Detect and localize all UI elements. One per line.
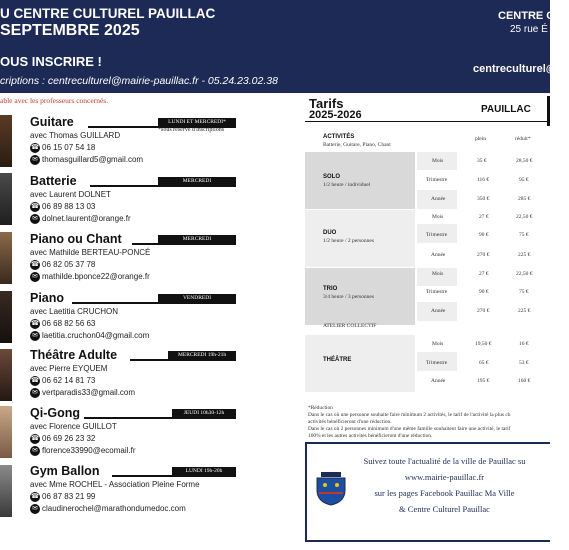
phone-number[interactable]: 06 68 82 56 63: [42, 319, 96, 328]
schedule-tag: MERCREDI: [158, 235, 236, 243]
footnote-line: 100% et les autres activités bénéficieront d'une réduction.: [308, 433, 433, 439]
activity-photo: [0, 232, 12, 284]
period: Mois: [432, 158, 444, 164]
phone-icon: ☎: [30, 144, 40, 151]
info-line: & Centre Culturel Pauillac: [399, 504, 490, 514]
email-address[interactable]: vertparadis33@gmail.com: [42, 388, 136, 397]
price-plein: 90 €: [479, 289, 489, 295]
teacher-name: avec Mathilde BERTEAU-PONCÉ: [30, 248, 151, 257]
tarifs-city: PAUILLAC: [481, 104, 531, 115]
activity-photo: [0, 465, 12, 517]
price-reduit: 160 €: [518, 378, 531, 384]
price-reduit: 22,50 €: [516, 271, 533, 277]
email-address[interactable]: claudinerochel@marathondumedoc.com: [42, 504, 186, 513]
activity-name: Théâtre Adulte: [30, 348, 118, 362]
col-plein: plein: [475, 136, 486, 142]
period: Mois: [432, 271, 444, 277]
schedule-tag: VENDREDI: [158, 294, 236, 302]
phone-number[interactable]: 06 87 83 21 99: [42, 492, 96, 501]
price-plein: 90 €: [479, 232, 489, 238]
email-icon: ✉: [30, 214, 40, 224]
price-reduit: 75 €: [519, 289, 529, 295]
phone-number[interactable]: 06 69 26 23 32: [42, 434, 96, 443]
activites-label: ACTIVITÉS: [323, 134, 355, 140]
teacher-name: avec Laurent DOLNET: [30, 190, 111, 199]
email-icon: ✉: [30, 331, 40, 341]
price-plein: 270 €: [477, 308, 490, 314]
activity-name: Batterie: [30, 174, 77, 188]
email-icon: ✉: [30, 272, 40, 282]
schedule-tag: LUNDI ET MERCREDI*: [158, 118, 236, 126]
period: Mois: [432, 214, 444, 220]
email-address[interactable]: laetitia.cruchon04@gmail.com: [42, 331, 150, 340]
tarifs-season: 2025-2026: [309, 109, 362, 121]
group-bg: [305, 152, 415, 209]
price-reduit: 22,50 €: [516, 214, 533, 220]
price-reduit: 285 €: [518, 196, 531, 202]
group-bg: [305, 335, 415, 392]
price-plein: 350 €: [477, 196, 490, 202]
period: Trimestre: [426, 177, 448, 183]
activity-photo: [0, 349, 12, 401]
period: Mois: [432, 341, 444, 347]
price-reduit: 75 €: [519, 232, 529, 238]
teacher-name: avec Laetitia CRUCHON: [30, 307, 119, 316]
period: Trimestre: [426, 232, 448, 238]
atelier-label: ATELIER COLLECTIF: [323, 323, 377, 329]
email-icon: ✉: [30, 504, 40, 514]
phone-icon: ☎: [30, 203, 40, 210]
header-right-email[interactable]: centreculturel@: [473, 63, 557, 75]
email-address[interactable]: dolnet.laurent@orange.fr: [42, 214, 131, 223]
activity-name: Piano ou Chant: [30, 232, 122, 246]
header-title: U CENTRE CULTUREL PAUILLAC: [0, 6, 216, 21]
header-right-address: 25 rue É: [510, 24, 548, 35]
teacher-name: avec Pierre EYQUEM: [30, 364, 108, 373]
divider: [130, 359, 236, 361]
header-banner: [0, 0, 569, 93]
phone-number[interactable]: 06 15 07 54 18: [42, 143, 96, 152]
price-reduit: 53 €: [519, 360, 529, 366]
schedule-tag: JEUDI 10h30-12h: [172, 409, 236, 417]
price-plein: 65 €: [479, 360, 489, 366]
period: Trimestre: [426, 360, 448, 366]
email-address[interactable]: florence33990@ecomail.fr: [42, 446, 136, 455]
price-plein: 27 €: [479, 271, 489, 277]
tarifs-table: [305, 96, 550, 398]
footnote-line: activités bénéficieront d'une réduction.: [308, 419, 392, 425]
group-sub: 1/2 heure / 2 personnes: [323, 238, 375, 244]
activity-photo: [0, 173, 12, 225]
price-reduit: 28,50 €: [516, 158, 533, 164]
activity-photo: [0, 406, 12, 458]
header-contact: criptions : centreculturel@mairie-pauillac.fr - 05.24.23.02.38: [0, 75, 278, 87]
group-name: TRIO: [323, 286, 338, 292]
website-link[interactable]: www.mairie-pauillac.fr: [404, 472, 485, 482]
period: Année: [431, 252, 446, 258]
activites-sub: Batterie, Guitare, Piano, Chant: [323, 142, 391, 148]
activity-name: Piano: [30, 291, 65, 305]
teacher-name: avec Thomas GUILLARD: [30, 131, 121, 140]
period: Année: [431, 378, 446, 384]
price-plein: 270 €: [477, 252, 490, 258]
price-plein: 19,50 €: [475, 341, 492, 347]
schedule-tag: MERCREDI 19h-21h: [168, 351, 236, 359]
schedule-tag: MERCREDI: [158, 177, 236, 185]
group-name: SOLO: [323, 174, 341, 180]
info-line: sur les pages Facebook Pauillac Ma Ville: [374, 488, 515, 498]
phone-number[interactable]: 06 89 88 13 03: [42, 202, 96, 211]
tarifs-title: Tarifs: [309, 96, 344, 111]
divider: [132, 243, 236, 245]
footnote-line: Dans le cas où une personne souhaite faire minimum 2 activités, le tarif de l'activité la plus ch: [308, 412, 511, 418]
tarifs-edge: [547, 96, 550, 126]
teacher-name: avec Mme ROCHEL - Association Pleine Forme: [30, 480, 200, 489]
activity-name: Qi-Gong: [30, 406, 80, 420]
activity-photo: [0, 115, 12, 167]
info-line: Suivez toute l'actualité de la ville de Pauillac su: [363, 456, 526, 466]
teacher-note: able avec les professeurs concernés.: [0, 96, 109, 105]
teacher-name: avec Florence GUILLOT: [30, 422, 117, 431]
header-right-title: CENTRE CUL: [498, 10, 569, 22]
footnote-line: Dans le cas où 2 personnes minimum d'une même famille souhaitent faire une activité, le tarif: [308, 426, 511, 432]
price-plein: 35 €: [477, 158, 487, 164]
schedule-tag: LUNDI 19h-20h: [172, 467, 236, 475]
phone-number[interactable]: 06 82 05 37 78: [42, 260, 96, 269]
group-name: DUO: [323, 230, 337, 236]
reserve-note: *sous réserve d'inscriptions: [158, 127, 225, 133]
email-icon: ✉: [30, 388, 40, 398]
info-box: [305, 442, 550, 542]
divider: [112, 475, 236, 477]
header-signup: OUS INSCRIRE !: [0, 54, 102, 69]
price-plein: 195 €: [477, 378, 490, 384]
phone-icon: ☎: [30, 261, 40, 268]
col-reduit: réduit*: [515, 136, 531, 142]
divider: [84, 417, 236, 419]
phone-number[interactable]: 06 62 14 81 73: [42, 376, 96, 385]
divider: [72, 302, 236, 304]
price-reduit: 16 €: [519, 341, 529, 347]
price-plein: 116 €: [477, 177, 490, 183]
group-sub: 1/2 heure / individuel: [323, 182, 371, 188]
phone-icon: ☎: [30, 320, 40, 327]
activity-name: Guitare: [30, 115, 74, 129]
price-reduit: 225 €: [518, 308, 531, 314]
period: Trimestre: [426, 289, 448, 295]
email-icon: ✉: [30, 155, 40, 165]
price-reduit: 225 €: [518, 252, 531, 258]
tarifs-divider: [305, 121, 550, 122]
footnote-line: *Réduction: [308, 405, 333, 411]
divider: [90, 185, 236, 187]
email-address[interactable]: thomasguillard5@gmail.com: [42, 155, 144, 164]
header-date: SEPTEMBRE 2025: [0, 22, 140, 39]
group-sub: 3/4 heure / 3 personnes: [323, 294, 375, 300]
period: Année: [431, 196, 446, 202]
phone-icon: ☎: [30, 435, 40, 442]
activity-name: Gym Ballon: [30, 464, 100, 478]
email-icon: ✉: [30, 446, 40, 456]
activity-photo: [0, 291, 12, 343]
phone-icon: ☎: [30, 493, 40, 500]
group-name: THÉÂTRE: [323, 357, 352, 363]
period: Année: [431, 308, 446, 314]
email-address[interactable]: mathilde.bponce22@orange.fr: [42, 272, 150, 281]
price-plein: 27 €: [479, 214, 489, 220]
phone-icon: ☎: [30, 377, 40, 384]
price-reduit: 95 €: [519, 177, 529, 183]
